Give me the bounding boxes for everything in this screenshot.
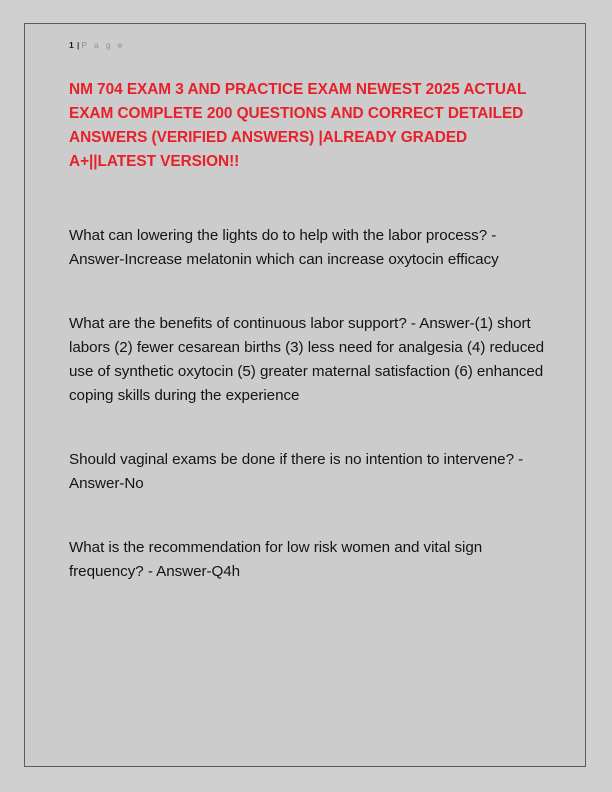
document-title: NM 704 EXAM 3 AND PRACTICE EXAM NEWEST 2025 ACTUAL EXAM COMPLETE 200 QUESTIONS AND CORRECT DETAILED ANSWERS (VERIFIED ANSWERS) |ALREADY GRADED A+||LATEST VERSION!! xyxy=(69,81,527,170)
qa-block: What is the recommendation for low risk women and vital sign frequency? - Answer-Q4h xyxy=(69,539,483,580)
qa-block: Should vaginal exams be done if there is no intention to intervene? - Answer-No xyxy=(69,451,524,492)
page-word-label: P a g e xyxy=(81,40,125,50)
header-separator: | xyxy=(76,40,80,50)
page-content-area xyxy=(69,38,545,584)
page-number: 1 xyxy=(69,40,74,50)
running-header xyxy=(69,38,545,52)
qa-block: What are the benefits of continuous labor support? - Answer-(1) short labors (2) fewer cesarean births (3) less need for analgesia (4) reduced use of synthetic oxytocin (5) greater maternal satisfaction (6) enhanced coping skills during the experience xyxy=(69,315,545,404)
qa-block: What can lowering the lights do to help with the labor process? - Answer-Increase melatonin which can increase oxytocin efficacy xyxy=(69,227,499,268)
qa-block-list xyxy=(69,224,545,584)
document-page xyxy=(24,23,586,767)
